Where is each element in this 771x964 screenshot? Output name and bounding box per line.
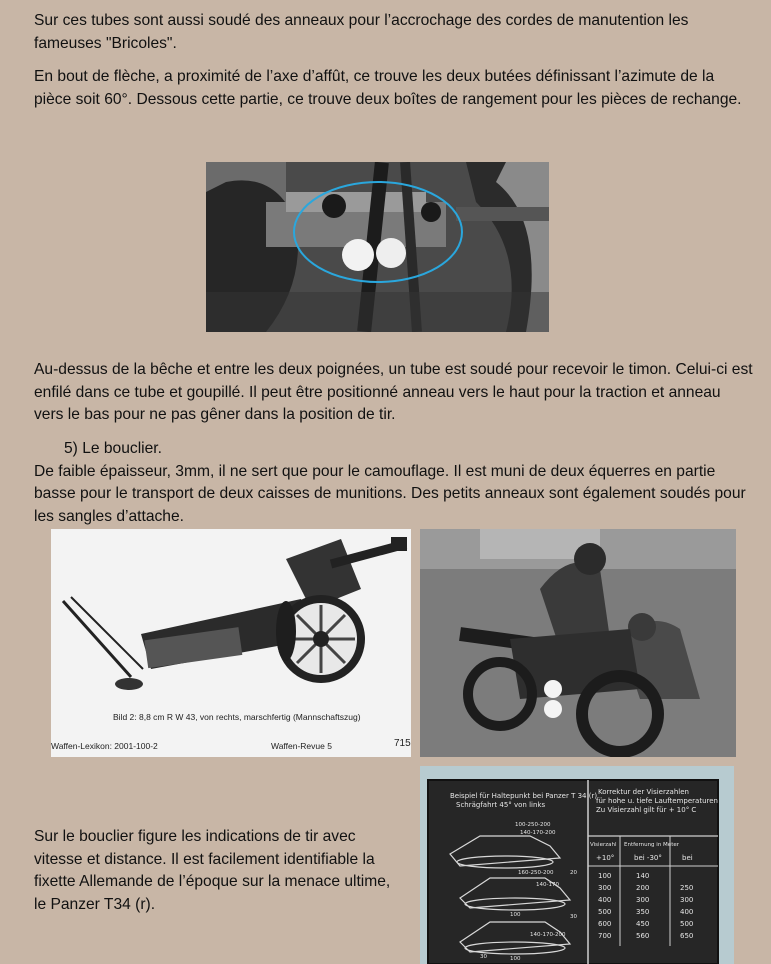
plate-row-1-b: 140 — [636, 872, 650, 880]
plate-speed-6: 30 — [570, 914, 577, 920]
plate-row-5-c: 500 — [680, 920, 694, 928]
plate-col2: Entfernung in Meter — [624, 842, 679, 848]
shield-plate-illustration — [420, 766, 734, 964]
plate-row-6-b: 560 — [636, 932, 650, 940]
plate-speed-3: 160-250-200 — [518, 870, 554, 876]
plate-col3b: bei — [682, 854, 693, 862]
section-bouclier — [34, 438, 754, 528]
plate-speed-5: 140-170 — [536, 882, 559, 888]
photo-shield-plate — [420, 766, 734, 964]
plate-title-right2: für hohe u. tiefe Lauftemperaturen — [596, 797, 718, 805]
plate-row-3-c: 300 — [680, 896, 694, 904]
soldiers-gun-illustration — [420, 529, 736, 757]
plate-row-1-a: 100 — [598, 872, 612, 880]
paragraph-timon: Au-dessus de la bêche et entre les deux poignées, un tube est soudé pour recevoir le timon. Celui-ci est enfilé dans ce tube et goupillé. Il peut être positionné anneau vers le haut pour la traction et anneau vers le bas pour ne pas gêner dans la position de tir. — [34, 361, 753, 423]
plate-speed-10: 100 — [510, 956, 521, 962]
photo-trail-spade — [206, 162, 549, 332]
drawing-page-number: 715 — [394, 738, 411, 749]
plate-col1: Visierzahl — [590, 842, 617, 848]
plate-speed-9: 30 — [480, 954, 487, 960]
drawing-source-mid: Waffen-Revue 5 — [271, 741, 332, 751]
plate-row-2-c: 250 — [680, 884, 694, 892]
plate-row-6-c: 650 — [680, 932, 694, 940]
plate-row-4-b: 350 — [636, 908, 650, 916]
plate-row-4-c: 400 — [680, 908, 694, 916]
plate-title-right3: Zu Visierzahl gilt für + 10° C — [596, 806, 697, 814]
plate-speed-2: 140-170-200 — [520, 830, 556, 836]
plate-title-left2: Schrägfahrt 45° von links — [456, 801, 546, 809]
trail-spade-illustration — [206, 162, 549, 332]
plate-row-5-a: 600 — [598, 920, 612, 928]
plate-row-3-a: 400 — [598, 896, 612, 904]
paragraph-bouclier: De faible épaisseur, 3mm, il ne sert que pour le camouflage. Il est muni de deux équerres en partie basse pour le transport de deux caisses de munitions. Des petits anneaux sont également soudés pour les sangles d’attache. — [34, 462, 746, 525]
photo-soldiers-gun — [420, 529, 736, 757]
paragraph-butees: En bout de flèche, a proximité de l’axe d’affût, ce trouve les deux butées définissant l’azimute de la pièce soit 60°. Dessous cette partie, ce trouve deux boîtes de rangement pour les pièces de rechange. — [34, 68, 742, 108]
plate-col2b: bei -30° — [634, 854, 662, 862]
plate-row-2-a: 300 — [598, 884, 612, 892]
plate-title-left: Beispiel für Haltepunkt bei Panzer T 34 (r) — [450, 792, 598, 800]
plate-speed-7: 100 — [510, 912, 521, 918]
plate-speed-8: 140-170-200 — [530, 932, 566, 938]
plate-row-5-b: 450 — [636, 920, 650, 928]
plate-speed-1: 100-250-200 — [515, 822, 551, 828]
paragraph-indications-tir: Sur le bouclier figure les indications de tir avec vitesse et distance. Il est facilement identifiable la fixette Allemande de l’époque sur la menace ultime, le Panzer T34 (r). — [34, 828, 391, 913]
plate-title-right: Korrektur der Visierzahlen — [598, 788, 689, 796]
plate-row-6-a: 700 — [598, 932, 612, 940]
gun-drawing-illustration — [51, 529, 411, 757]
photo-gun-drawing — [51, 529, 411, 757]
plate-col1b: +10° — [596, 854, 615, 862]
plate-row-3-b: 300 — [636, 896, 650, 904]
plate-row-4-a: 500 — [598, 908, 612, 916]
drawing-caption: Bild 2: 8,8 cm R W 43, von rechts, marschfertig (Mannschaftszug) — [113, 712, 361, 722]
drawing-source-left: Waffen-Lexikon: 2001-100-2 — [51, 741, 158, 751]
plate-row-2-b: 200 — [636, 884, 650, 892]
plate-speed-4: 20 — [570, 870, 577, 876]
section-heading-bouclier: 5) Le bouclier. — [64, 440, 162, 457]
paragraph-bricoles: Sur ces tubes sont aussi soudé des anneaux pour l’accrochage des cordes de manutention les fameuses "Bricoles". — [34, 12, 689, 52]
